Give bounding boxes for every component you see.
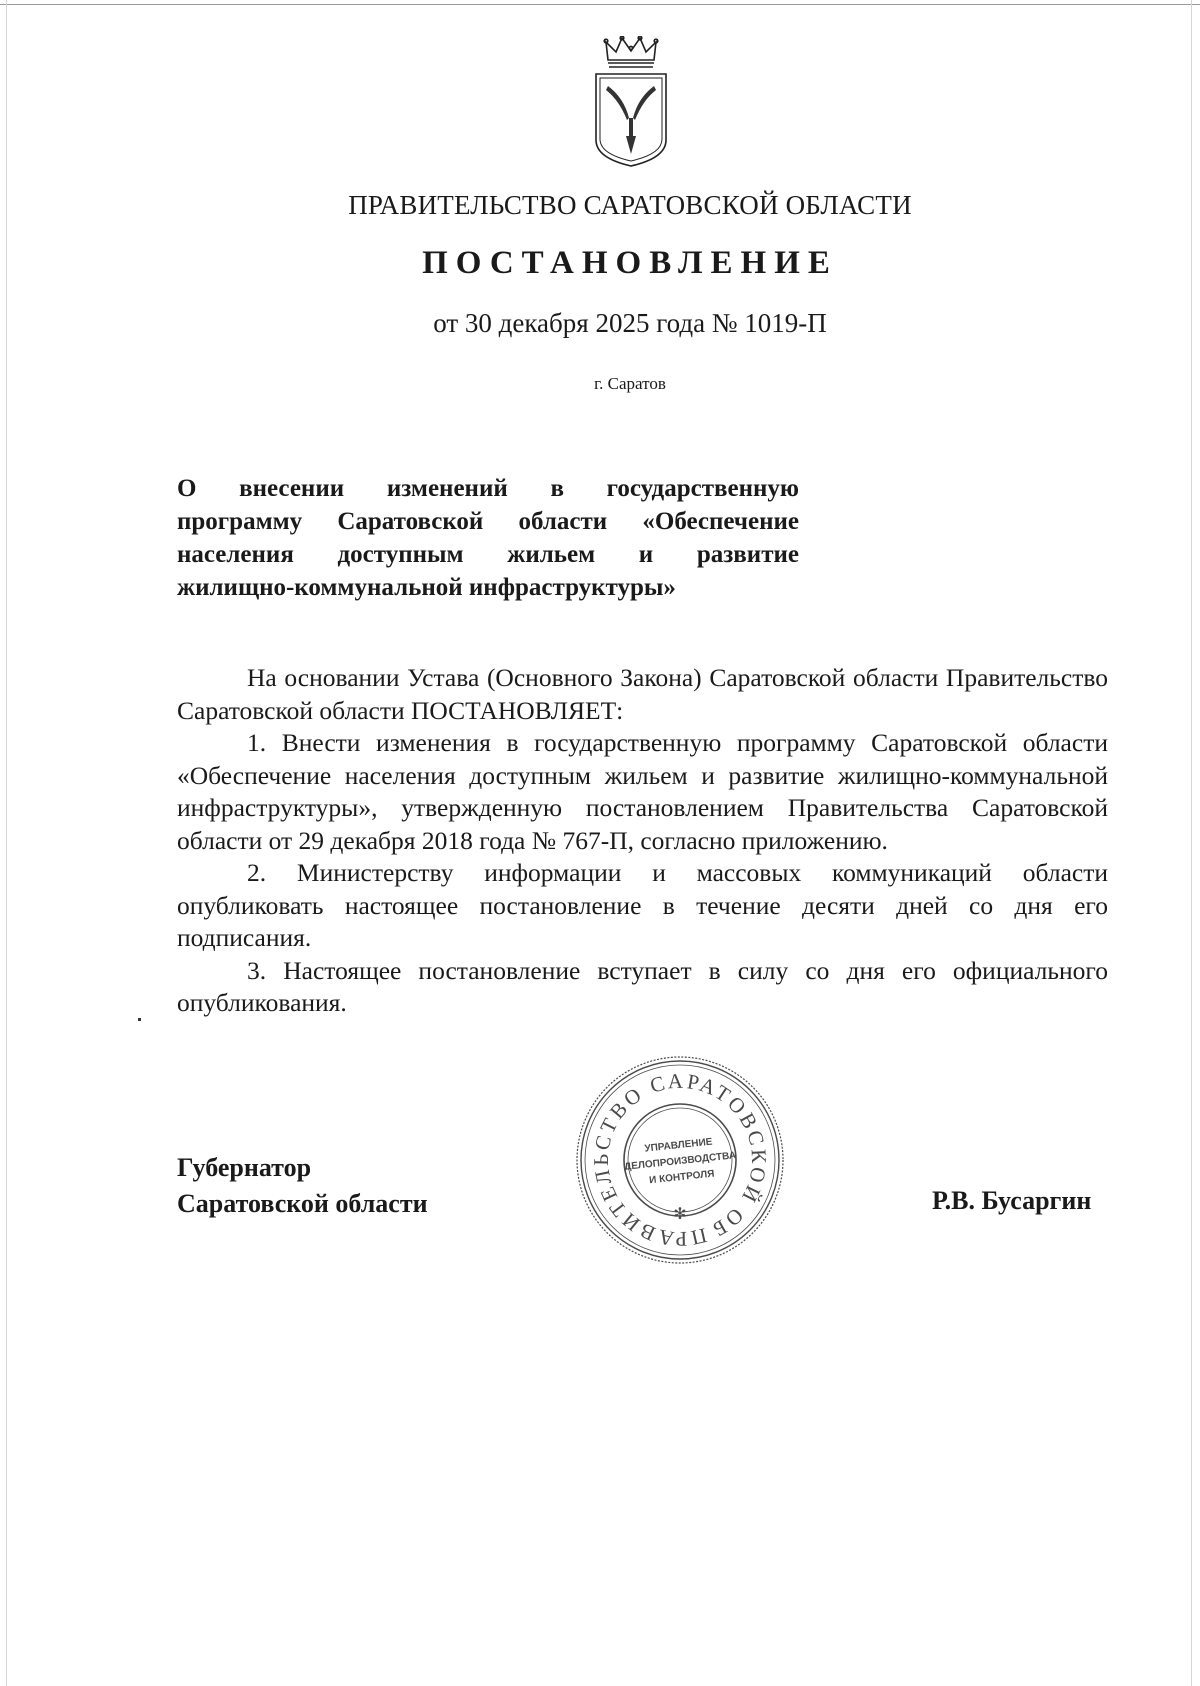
signatory-position [177,1150,428,1222]
clause-2: 2. Министерству информации и массовых коммуникаций области опубликовать настоящее постановление в течение десяти дней со дня его подписания. [177,858,1108,952]
position-line: Губернатор [177,1153,312,1182]
subject-line: населения доступным жильем и развитие [177,541,799,568]
scan-top-edge [0,4,1200,5]
official-round-seal-icon [574,1054,786,1266]
signatory-name: Р.В. Бусаргин [932,1186,1092,1215]
city: г. Саратов [594,374,666,393]
position-line: Саратовской области [177,1189,428,1218]
saratov-coat-of-arms-icon [586,36,676,170]
seal-inner-line: ДЕЛОПРОИЗВОДСТВА [623,1150,737,1173]
scan-mark [138,1018,141,1021]
document-subject [177,472,799,604]
clause-3: 3. Настоящее постановление вступает в силу со дня его официального опубликования. [177,955,1108,1017]
seal-inner-line: УПРАВЛЕНИЕ [644,1136,713,1155]
document-type-title: ПОСТАНОВЛЕНИЕ [422,245,838,281]
preamble-paragraph: На основании Устава (Основного Закона) Саратовской области Правительство Саратовской области ПОСТАНОВЛЯЕТ: [177,663,1108,725]
clause-1: 1. Внести изменения в государственную программу Саратовской области «Обеспечение населения доступным жильем и развитие жилищно-коммунальной инфраструктуры», утвержденную постановлением Правительства Саратовской области от 29 декабря 2018 года № 767-П, согласно приложению. [177,728,1108,855]
issuing-authority: ПРАВИТЕЛЬСТВО САРАТОВСКОЙ ОБЛАСТИ [348,190,912,220]
seal-outer-text: ПРАВИТЕЛЬСТВО САРАТОВСКОЙ ОБЛАСТИ [588,1068,772,1252]
date-and-number: от 30 декабря 2025 года № 1019-П [433,308,827,338]
seal-star: ✻ [673,1204,687,1223]
subject-line: О внесении изменений в государственную [177,475,799,502]
subject-line: жилищно-коммунальной инфраструктуры» [177,574,676,601]
subject-line: программу Саратовской области «Обеспечение [177,508,799,535]
seal-inner-line: И КОНТРОЛЯ [648,1168,715,1187]
document-body [177,662,1108,1020]
